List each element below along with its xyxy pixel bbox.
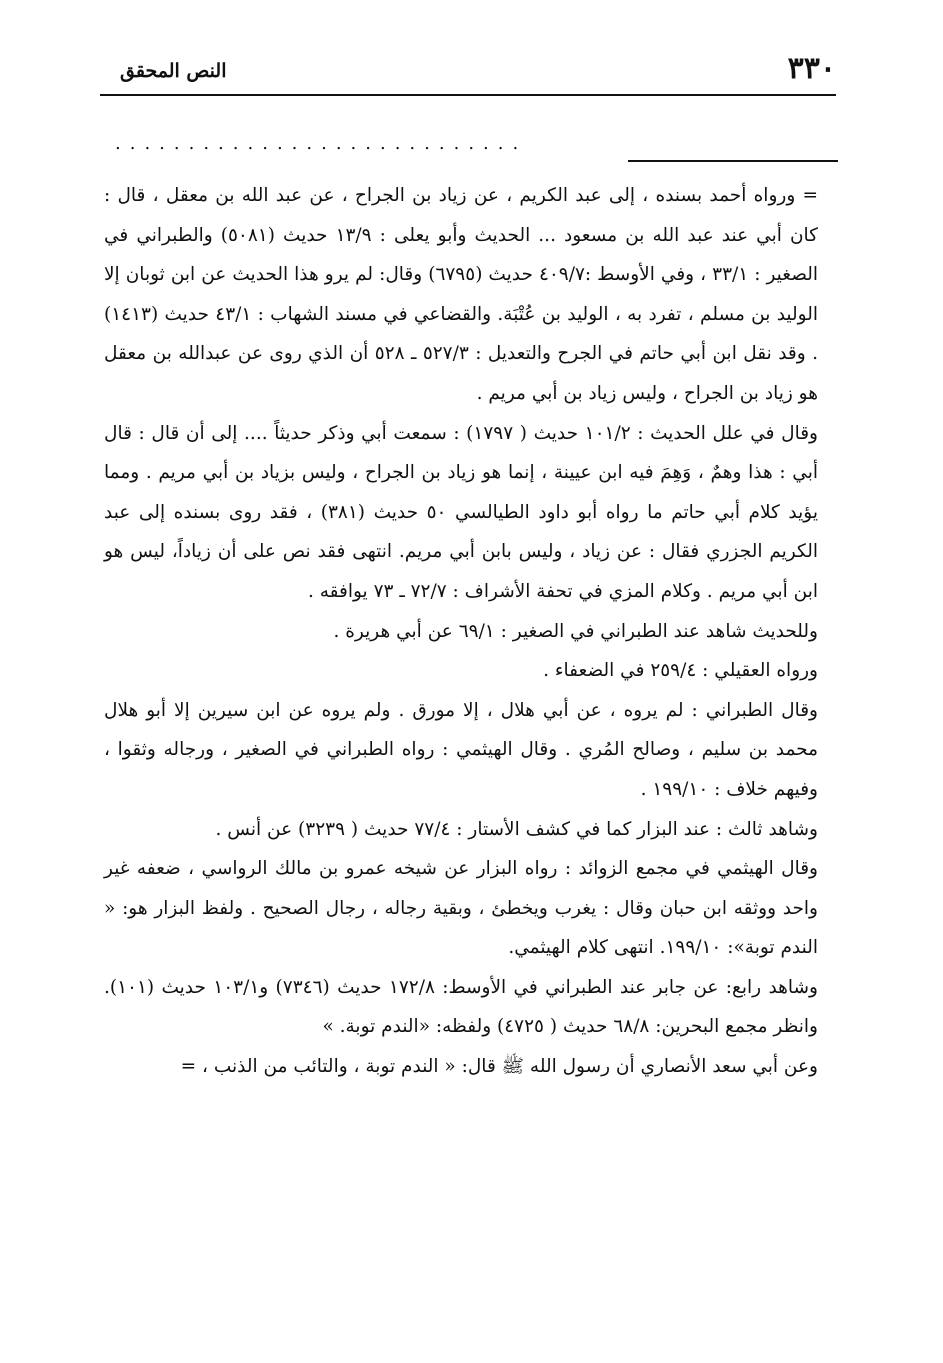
footnote-rule [628,160,838,162]
page-number: ٣٣٠ [787,51,836,86]
page-header [100,52,836,92]
omission-dots: ............................ [115,133,528,154]
footnote-body [104,176,818,1087]
paragraph-8: وشاهد رابع: عن جابر عند الطبراني في الأوسط: ١٧٢/٨ حديث (٧٣٤٦) و١٠٣/١ حديث (١٠١). وانظر مجمع البحرين: ٦٨/٨ حديث ( ٤٧٢٥) ولفظه: «الندم توبة. » [104,976,818,1038]
running-title: النص المحقق [120,60,227,82]
paragraph-6: وشاهد ثالث : عند البزار كما في كشف الأستار : ٧٧/٤ حديث ( ٣٢٣٩) عن أنس . [215,818,818,840]
paragraph-9: وعن أبي سعد الأنصاري أن رسول الله ﷺ قال: « الندم توبة ، والتائب من الذنب ، = [180,1056,818,1078]
paragraph-3: وللحديث شاهد عند الطبراني في الصغير : ٦٩/١ عن أبي هريرة . [333,620,818,642]
paragraph-7: وقال الهيثمي في مجمع الزوائد : رواه البزار عن شيخه عمرو بن مالك الرواسي ، ضعفه غير واحد ووثقه ابن حبان وقال : يغرب ويخطئ ، وبقية رجاله ، رجال الصحيح . ولفظ البزار هو: « الندم توبة»: ١٩٩/١٠. انتهى كلام الهيثمي. [104,858,818,959]
header-rule [100,94,836,96]
paragraph-2: وقال في علل الحديث : ١٠١/٢ حديث ( ١٧٩٧) : سمعت أبي وذكر حديثاً .... إلى أن قال : قال أبي : هذا وهمٌ ، وَهِمَ فيه ابن عيينة ، إنما هو زياد بن الجراح ، وليس بزياد بن أبي مريم . ومما يؤيد كلام أبي حاتم ما رواه أبو داود الطيالسي ٥٠ حديث (٣٨١) ، فقد روى بسنده إلى عبد الكريم الجزري فقال : عن زياد ، وليس بابن أبي مريم. انتهى فقد نص على أن زياداً، ليس هو ابن أبي مريم . وكلام المزي في تحفة الأشراف : ٧٢/٧ ـ ٧٣ يوافقه . [104,422,818,602]
paragraph-5: وقال الطبراني : لم يروه ، عن أبي هلال ، إلا مورق . ولم يروه عن ابن سيرين إلا أبو هلال محمد بن سليم ، وصالح المُري . وقال الهيثمي : رواه الطبراني في الصغير ، ورجاله وثقوا ، وفيهم خلاف : ١٩٩/١٠ . [104,699,818,800]
paragraph-1: = ورواه أحمد بسنده ، إلى عبد الكريم ، عن زياد بن الجراح ، عن عبد الله بن معقل ، قال : كان أبي عند عبد الله بن مسعود ... الحديث وأبو يعلى : ١٣/٩ حديث (٥٠٨١) والطبراني في الصغير : ٣٣/١ ، وفي الأوسط :٤٠٩/٧ حديث (٦٧٩٥) وقال: لم يرو هذا الحديث عن ابن ثوبان إلا الوليد بن مسلم ، تفرد به ، الوليد بن عُتْبَة. والقضاعي في مسند الشهاب : ٤٣/١ حديث (١٤١٣) . وقد نقل ابن أبي حاتم في الجرح والتعديل : ٥٢٧/٣ ـ ٥٢٨ أن الذي روى عن عبدالله بن معقل هو زياد بن الجراح ، وليس زياد بن أبي مريم . [104,185,819,404]
paragraph-4: ورواه العقيلي : ٢٥٩/٤ في الضعفاء . [543,660,818,682]
